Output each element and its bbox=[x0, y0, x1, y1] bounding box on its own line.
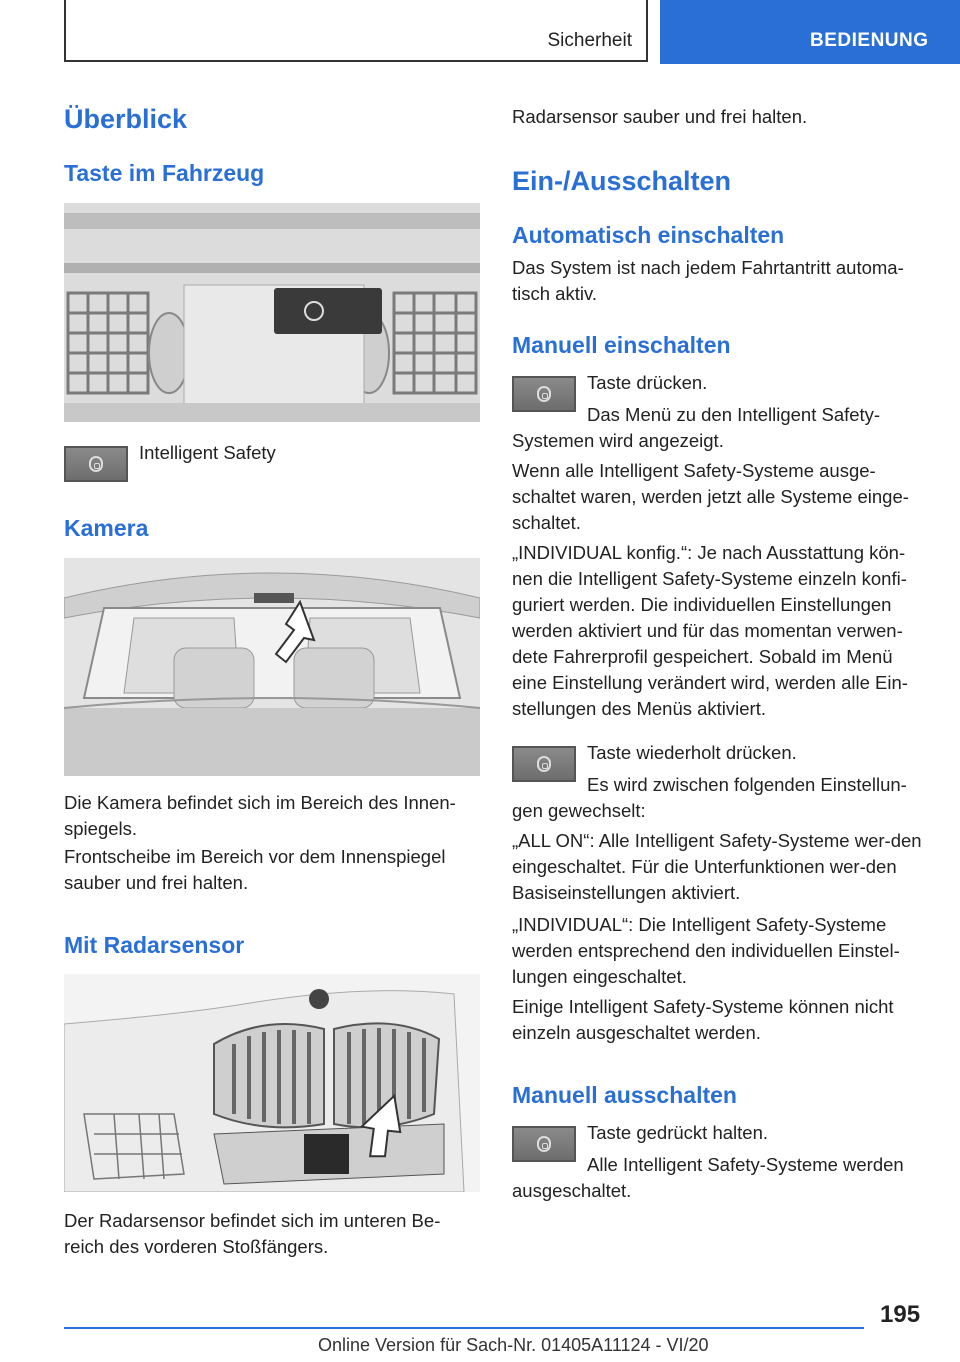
title-ueberblick: Überblick bbox=[64, 104, 188, 134]
off-button-icon bbox=[512, 1126, 576, 1162]
header-tab-label: BEDIENUNG bbox=[810, 30, 929, 51]
off-step-1: Taste gedrückt halten. bbox=[587, 1122, 768, 1143]
on-step-2b: Systemen wird angezeigt. bbox=[512, 430, 724, 451]
all-on-text: „ALL ON“: Alle Intelligent Safety-Systeme wer-den eingeschaltet. Für die Unterfunktionen wer-den Basiseinstellungen aktiviert. bbox=[512, 830, 922, 903]
repeat-button-icon bbox=[512, 746, 576, 782]
camera-image bbox=[64, 558, 480, 776]
radar-sensor-image bbox=[64, 974, 480, 1192]
header-tab bbox=[660, 0, 960, 64]
repeat-step-2b: gen gewechselt: bbox=[512, 800, 646, 821]
on-step-1: Taste drücken. bbox=[587, 372, 708, 393]
footer-text: Online Version für Sach-Nr. 01405A11124 - VI/20 bbox=[318, 1335, 709, 1355]
header-section-box bbox=[64, 0, 648, 62]
header-section-label: Sicherheit bbox=[547, 30, 632, 51]
camera-text-1: Die Kamera befindet sich im Bereich des Innen-spiegels. bbox=[64, 792, 456, 839]
subtitle-taste-im-fahrzeug: Taste im Fahrzeug bbox=[64, 160, 265, 186]
subtitle-manuell-ausschalten: Manuell ausschalten bbox=[512, 1082, 737, 1108]
vehicle-button-image bbox=[64, 203, 480, 422]
individual-text: „INDIVIDUAL“: Die Intelligent Safety-Systeme werden entsprechend den individuellen Einstel-lungen eingeschaltet. bbox=[512, 914, 900, 987]
repeat-step-2: Es wird zwischen folgenden Einstellun- bbox=[587, 774, 907, 795]
on-text-2: „INDIVIDUAL konfig.“: Je nach Ausstattung kön-nen die Intelligent Safety-Systeme einzeln konfi-guriert werden. Die individuellen Einstellungen werden aktiviert und für das momentan verwen-dete Fahrerprofil gespeichert. Sobald im Menü eine Einstellung verändert wird, werden alle Ein-stellungen des Menüs aktiviert. bbox=[512, 542, 908, 719]
button-label: Intelligent Safety bbox=[139, 442, 276, 463]
camera-text-2: Frontscheibe im Bereich vor dem Innenspiegel sauber und frei halten. bbox=[64, 846, 446, 893]
subtitle-manuell-einschalten: Manuell einschalten bbox=[512, 332, 731, 358]
on-step-2: Das Menü zu den Intelligent Safety- bbox=[587, 404, 881, 425]
some-systems-text: Einige Intelligent Safety-Systeme können nicht einzeln ausgeschaltet werden. bbox=[512, 996, 894, 1043]
off-step-2b: ausgeschaltet. bbox=[512, 1180, 632, 1201]
title-ein-ausschalten: Ein-/Ausschalten bbox=[512, 166, 732, 196]
repeat-step-1: Taste wiederholt drücken. bbox=[587, 742, 797, 763]
on-button-icon bbox=[512, 376, 576, 412]
subtitle-mit-radarsensor: Mit Radarsensor bbox=[64, 932, 245, 958]
intelligent-safety-button-icon bbox=[64, 446, 128, 482]
radar-clean-text: Radarsensor sauber und frei halten. bbox=[512, 106, 808, 127]
page-number: 195 bbox=[880, 1301, 921, 1328]
footer-divider bbox=[64, 1327, 864, 1329]
subtitle-automatisch-einschalten: Automatisch einschalten bbox=[512, 222, 785, 248]
on-text-1: Wenn alle Intelligent Safety-Systeme ausge-schaltet waren, werden jetzt alle Systeme einge-schaltet. bbox=[512, 460, 909, 533]
subtitle-kamera: Kamera bbox=[64, 515, 149, 541]
off-step-2: Alle Intelligent Safety-Systeme werden bbox=[587, 1154, 904, 1175]
radar-text: Der Radarsensor befindet sich im unteren Be-reich des vorderen Stoßfängers. bbox=[64, 1210, 441, 1257]
auto-text: Das System ist nach jedem Fahrtantritt automa-tisch aktiv. bbox=[512, 257, 904, 304]
